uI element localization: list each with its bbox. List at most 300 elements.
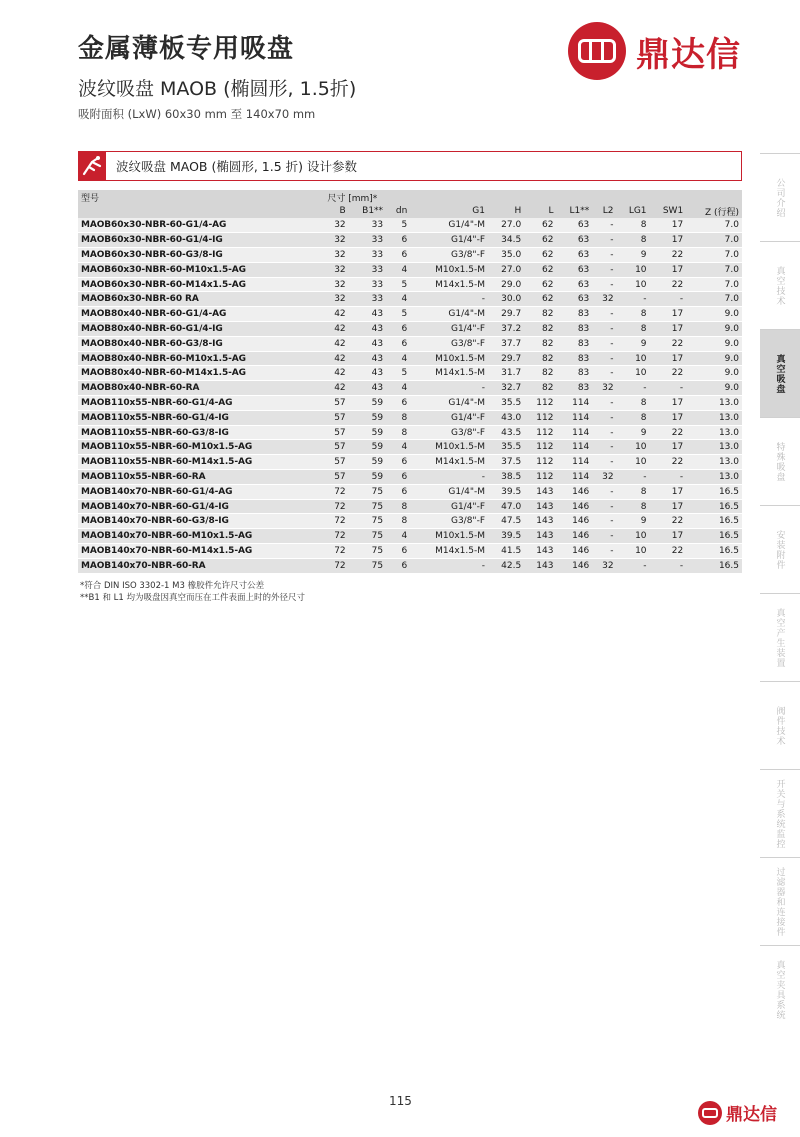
table-cell: 59 bbox=[349, 396, 386, 411]
table-cell: - bbox=[592, 484, 616, 499]
table-cell: 47.0 bbox=[488, 499, 524, 514]
table-cell: 75 bbox=[349, 544, 386, 559]
table-cell: 75 bbox=[349, 529, 386, 544]
footer-brand: 鼎达信 bbox=[726, 1105, 777, 1125]
table-cell: 32 bbox=[324, 262, 348, 277]
table-cell: 8 bbox=[617, 499, 650, 514]
table-cell: 143 bbox=[524, 514, 556, 529]
table-cell-model: MAOB60x30-NBR-60-G1/4-AG bbox=[78, 218, 324, 233]
table-cell: M10x1.5-M bbox=[410, 351, 488, 366]
table-cell: 82 bbox=[524, 322, 556, 337]
table-cell: 43 bbox=[349, 381, 386, 396]
table-column-headers bbox=[78, 204, 742, 218]
table-cell: 143 bbox=[524, 558, 556, 573]
table-cell: 114 bbox=[556, 455, 592, 470]
table-cell: 37.5 bbox=[488, 455, 524, 470]
table-cell: 42 bbox=[324, 307, 348, 322]
table-cell: 82 bbox=[524, 307, 556, 322]
table-header-unit: 尺寸 [mm]* bbox=[324, 190, 742, 204]
table-cell: - bbox=[617, 381, 650, 396]
table-cell: 35.5 bbox=[488, 396, 524, 411]
table-cell: 42.5 bbox=[488, 558, 524, 573]
table-header-col: SW1 bbox=[650, 204, 687, 218]
table-row bbox=[78, 470, 742, 485]
table-cell-model: MAOB140x70-NBR-60-RA bbox=[78, 558, 324, 573]
table-cell: M10x1.5-M bbox=[410, 440, 488, 455]
table-row bbox=[78, 440, 742, 455]
sidebar-tab[interactable] bbox=[760, 417, 800, 505]
section-header bbox=[78, 151, 742, 181]
table-cell: 7.0 bbox=[686, 233, 742, 248]
table-cell: 146 bbox=[556, 529, 592, 544]
table-cell: 4 bbox=[386, 529, 410, 544]
table-cell: 112 bbox=[524, 470, 556, 485]
table-body bbox=[78, 218, 742, 573]
table-cell: 83 bbox=[556, 307, 592, 322]
table-cell: 8 bbox=[386, 514, 410, 529]
sidebar-tab-label: 真空产生装置 bbox=[774, 607, 785, 668]
table-cell: 8 bbox=[617, 484, 650, 499]
table-row bbox=[78, 218, 742, 233]
table-cell: G1/4"-M bbox=[410, 484, 488, 499]
table-cell: - bbox=[650, 292, 687, 307]
table-cell: - bbox=[592, 529, 616, 544]
table-cell: 5 bbox=[386, 366, 410, 381]
table-cell-model: MAOB80x40-NBR-60-G1/4-AG bbox=[78, 307, 324, 322]
table-cell: - bbox=[592, 410, 616, 425]
table-cell: 29.7 bbox=[488, 307, 524, 322]
table-cell-model: MAOB60x30-NBR-60-G3/8-IG bbox=[78, 248, 324, 263]
table-cell-model: MAOB110x55-NBR-60-M14x1.5-AG bbox=[78, 455, 324, 470]
table-cell: 29.7 bbox=[488, 351, 524, 366]
table-cell: 6 bbox=[386, 455, 410, 470]
sidebar-nav bbox=[760, 153, 800, 1033]
table-row bbox=[78, 336, 742, 351]
table-cell: - bbox=[592, 499, 616, 514]
table-cell: 16.5 bbox=[686, 484, 742, 499]
table-cell: - bbox=[592, 218, 616, 233]
sidebar-tab-label: 开关与系统监控 bbox=[774, 778, 785, 849]
table-cell: 10 bbox=[617, 455, 650, 470]
sidebar-tab-label: 真空技术 bbox=[774, 265, 785, 306]
table-cell: 6 bbox=[386, 396, 410, 411]
table-cell: 59 bbox=[349, 470, 386, 485]
table-cell: 43.0 bbox=[488, 410, 524, 425]
table-cell: 31.7 bbox=[488, 366, 524, 381]
page-subtitle: 波纹吸盘 MAOB (椭圆形, 1.5折) bbox=[78, 78, 357, 100]
table-cell: 22 bbox=[650, 248, 687, 263]
table-cell: 57 bbox=[324, 440, 348, 455]
table-cell: - bbox=[410, 381, 488, 396]
table-cell-model: MAOB80x40-NBR-60-M14x1.5-AG bbox=[78, 366, 324, 381]
table-cell: G1/4"-F bbox=[410, 233, 488, 248]
table-cell: 143 bbox=[524, 544, 556, 559]
table-row bbox=[78, 499, 742, 514]
table-cell: 7.0 bbox=[686, 248, 742, 263]
sidebar-tab[interactable] bbox=[760, 945, 800, 1033]
table-cell: M10x1.5-M bbox=[410, 262, 488, 277]
table-cell-model: MAOB80x40-NBR-60-M10x1.5-AG bbox=[78, 351, 324, 366]
sidebar-tab-label: 特殊吸盘 bbox=[774, 441, 785, 482]
table-cell: 75 bbox=[349, 514, 386, 529]
table-cell: 59 bbox=[349, 425, 386, 440]
table-cell: 35.0 bbox=[488, 248, 524, 263]
table-cell: 83 bbox=[556, 336, 592, 351]
table-cell: - bbox=[617, 470, 650, 485]
table-cell: 57 bbox=[324, 410, 348, 425]
table-cell-model: MAOB140x70-NBR-60-G1/4-AG bbox=[78, 484, 324, 499]
table-cell: 146 bbox=[556, 499, 592, 514]
table-cell: 4 bbox=[386, 381, 410, 396]
table-cell: 43.5 bbox=[488, 425, 524, 440]
table-row bbox=[78, 558, 742, 573]
note-2: **B1 和 L1 均为吸盘因真空而压在工件表面上时的外径尺寸 bbox=[80, 593, 305, 603]
table-cell: 32 bbox=[324, 248, 348, 263]
table-cell: 57 bbox=[324, 470, 348, 485]
table-cell: - bbox=[617, 292, 650, 307]
table-cell: 8 bbox=[386, 425, 410, 440]
page-number: 115 bbox=[389, 1094, 412, 1108]
table-cell: 17 bbox=[650, 396, 687, 411]
table-cell: G1/4"-F bbox=[410, 322, 488, 337]
table-cell: 9.0 bbox=[686, 351, 742, 366]
table-cell-model: MAOB80x40-NBR-60-G3/8-IG bbox=[78, 336, 324, 351]
table-cell: - bbox=[592, 514, 616, 529]
table-cell: 29.0 bbox=[488, 277, 524, 292]
table-cell: 32 bbox=[324, 233, 348, 248]
sidebar-tab[interactable] bbox=[760, 329, 800, 417]
table-cell: 33 bbox=[349, 262, 386, 277]
table-cell: 9.0 bbox=[686, 322, 742, 337]
table-cell: 32 bbox=[324, 218, 348, 233]
table-cell: 32 bbox=[324, 277, 348, 292]
table-cell: - bbox=[592, 455, 616, 470]
table-cell: 9.0 bbox=[686, 336, 742, 351]
table-cell: - bbox=[592, 425, 616, 440]
table-notes bbox=[80, 580, 305, 604]
table-cell: 6 bbox=[386, 484, 410, 499]
table-cell: 9 bbox=[617, 514, 650, 529]
table-cell: 22 bbox=[650, 514, 687, 529]
table-cell: 75 bbox=[349, 484, 386, 499]
table-cell: 33 bbox=[349, 292, 386, 307]
table-cell: 114 bbox=[556, 425, 592, 440]
table-cell-model: MAOB110x55-NBR-60-G1/4-IG bbox=[78, 410, 324, 425]
table-cell: 62 bbox=[524, 233, 556, 248]
table-cell: 43 bbox=[349, 366, 386, 381]
table-cell: 33 bbox=[349, 233, 386, 248]
table-cell: 9.0 bbox=[686, 381, 742, 396]
sidebar-tab[interactable] bbox=[760, 505, 800, 593]
table-header-blank bbox=[78, 204, 324, 218]
table-cell: 82 bbox=[524, 381, 556, 396]
table-cell: 82 bbox=[524, 336, 556, 351]
table-row bbox=[78, 484, 742, 499]
table-cell: 7.0 bbox=[686, 218, 742, 233]
table-cell: M10x1.5-M bbox=[410, 529, 488, 544]
table-header-col: L2 bbox=[592, 204, 616, 218]
table-cell: 57 bbox=[324, 425, 348, 440]
table-cell: 59 bbox=[349, 440, 386, 455]
table-cell: 7.0 bbox=[686, 292, 742, 307]
table-cell: 63 bbox=[556, 292, 592, 307]
table-cell: 82 bbox=[524, 366, 556, 381]
table-row bbox=[78, 262, 742, 277]
table-cell: - bbox=[592, 307, 616, 322]
table-cell: 13.0 bbox=[686, 470, 742, 485]
table-cell: 39.5 bbox=[488, 484, 524, 499]
table-cell: 17 bbox=[650, 322, 687, 337]
table-cell: 17 bbox=[650, 262, 687, 277]
table-cell: 42 bbox=[324, 366, 348, 381]
table-cell: 30.0 bbox=[488, 292, 524, 307]
table-header-col: B1** bbox=[349, 204, 386, 218]
table-cell: - bbox=[617, 558, 650, 573]
table-cell: G3/8"-F bbox=[410, 336, 488, 351]
table-cell-model: MAOB60x30-NBR-60-G1/4-IG bbox=[78, 233, 324, 248]
table-cell: 62 bbox=[524, 292, 556, 307]
table-cell: 10 bbox=[617, 366, 650, 381]
table-cell: - bbox=[592, 277, 616, 292]
table-cell: 146 bbox=[556, 514, 592, 529]
table-cell: M14x1.5-M bbox=[410, 455, 488, 470]
table-cell: 62 bbox=[524, 262, 556, 277]
table-cell: 5 bbox=[386, 277, 410, 292]
table-row bbox=[78, 233, 742, 248]
page-title: 金属薄板专用吸盘 bbox=[78, 34, 295, 64]
table-cell: 75 bbox=[349, 499, 386, 514]
table-cell: 75 bbox=[349, 558, 386, 573]
table-row bbox=[78, 410, 742, 425]
table-cell: 114 bbox=[556, 440, 592, 455]
table-cell: 7.0 bbox=[686, 277, 742, 292]
table-cell: 57 bbox=[324, 455, 348, 470]
table-cell: 146 bbox=[556, 544, 592, 559]
table-cell: 9.0 bbox=[686, 307, 742, 322]
table-cell: M14x1.5-M bbox=[410, 544, 488, 559]
table-cell: 112 bbox=[524, 425, 556, 440]
table-cell: 112 bbox=[524, 410, 556, 425]
table-cell: 4 bbox=[386, 440, 410, 455]
table-cell: 83 bbox=[556, 381, 592, 396]
sidebar-tab-label: 真空吸盘 bbox=[774, 353, 785, 394]
table-cell: 63 bbox=[556, 262, 592, 277]
section-title: 波纹吸盘 MAOB (椭圆形, 1.5 折) 设计参数 bbox=[116, 159, 358, 174]
table-cell: 13.0 bbox=[686, 425, 742, 440]
table-cell: 83 bbox=[556, 351, 592, 366]
table-cell: 43 bbox=[349, 351, 386, 366]
table-cell: 6 bbox=[386, 233, 410, 248]
table-cell: 34.5 bbox=[488, 233, 524, 248]
table-cell: 33 bbox=[349, 248, 386, 263]
table-cell: 112 bbox=[524, 396, 556, 411]
table-cell: - bbox=[592, 396, 616, 411]
table-cell: 38.5 bbox=[488, 470, 524, 485]
table-header-col: LG1 bbox=[617, 204, 650, 218]
table-cell: G3/8"-F bbox=[410, 514, 488, 529]
table-cell: - bbox=[592, 233, 616, 248]
table-cell: 35.5 bbox=[488, 440, 524, 455]
table-cell: 22 bbox=[650, 336, 687, 351]
table-cell: - bbox=[650, 558, 687, 573]
table-cell: 42 bbox=[324, 381, 348, 396]
sidebar-tab[interactable] bbox=[760, 681, 800, 769]
table-cell: 43 bbox=[349, 322, 386, 337]
table-cell: 17 bbox=[650, 499, 687, 514]
table-cell: 39.5 bbox=[488, 529, 524, 544]
table-cell: 22 bbox=[650, 366, 687, 381]
table-cell: 10 bbox=[617, 277, 650, 292]
table-row bbox=[78, 529, 742, 544]
table-cell: 17 bbox=[650, 529, 687, 544]
brand-name: 鼎达信 bbox=[636, 34, 741, 75]
table-cell: 114 bbox=[556, 410, 592, 425]
table-cell: 16.5 bbox=[686, 544, 742, 559]
sidebar-tab[interactable] bbox=[760, 593, 800, 681]
table-header-model: 型号 bbox=[78, 190, 324, 204]
table-cell: 114 bbox=[556, 396, 592, 411]
table-cell-model: MAOB80x40-NBR-60-RA bbox=[78, 381, 324, 396]
table-cell: 6 bbox=[386, 336, 410, 351]
table-row bbox=[78, 322, 742, 337]
table-cell-model: MAOB60x30-NBR-60-M14x1.5-AG bbox=[78, 277, 324, 292]
sidebar-tab-label: 阀件技术 bbox=[774, 705, 785, 746]
table-cell: 4 bbox=[386, 292, 410, 307]
table-row bbox=[78, 351, 742, 366]
table-cell: 9.0 bbox=[686, 366, 742, 381]
table-cell: 32 bbox=[592, 558, 616, 573]
table-header-col: Z (行程) bbox=[686, 204, 742, 218]
table-cell: 63 bbox=[556, 248, 592, 263]
table-cell: G3/8"-F bbox=[410, 425, 488, 440]
table-cell: 42 bbox=[324, 351, 348, 366]
table-row bbox=[78, 425, 742, 440]
table-cell-model: MAOB140x70-NBR-60-M14x1.5-AG bbox=[78, 544, 324, 559]
table-cell: 17 bbox=[650, 440, 687, 455]
table-cell: 6 bbox=[386, 322, 410, 337]
table-cell: 143 bbox=[524, 484, 556, 499]
table-row bbox=[78, 455, 742, 470]
table-cell: G1/4"-F bbox=[410, 499, 488, 514]
table-cell: - bbox=[592, 248, 616, 263]
table-cell: 6 bbox=[386, 248, 410, 263]
table-cell: 63 bbox=[556, 218, 592, 233]
table-cell: 13.0 bbox=[686, 455, 742, 470]
sidebar-tab[interactable] bbox=[760, 769, 800, 857]
table-cell: 63 bbox=[556, 233, 592, 248]
table-cell: 17 bbox=[650, 233, 687, 248]
table-cell: M14x1.5-M bbox=[410, 277, 488, 292]
table-cell: 62 bbox=[524, 248, 556, 263]
brand-mark-icon bbox=[568, 22, 626, 80]
table-cell: - bbox=[650, 470, 687, 485]
table-cell: 6 bbox=[386, 544, 410, 559]
table-header-col: dn bbox=[386, 204, 410, 218]
sidebar-tab[interactable] bbox=[760, 857, 800, 945]
table-cell: - bbox=[592, 440, 616, 455]
brand-mark-icon bbox=[698, 1101, 722, 1125]
footer-logo bbox=[698, 1100, 777, 1125]
table-cell: 22 bbox=[650, 277, 687, 292]
table-cell: 37.7 bbox=[488, 336, 524, 351]
table-cell: 42 bbox=[324, 336, 348, 351]
table-cell: 32 bbox=[592, 381, 616, 396]
table-row bbox=[78, 248, 742, 263]
table-cell: - bbox=[592, 336, 616, 351]
table-cell: 32.7 bbox=[488, 381, 524, 396]
table-cell: 32 bbox=[324, 292, 348, 307]
table-cell: 57 bbox=[324, 396, 348, 411]
table-cell: - bbox=[592, 351, 616, 366]
spec-table bbox=[78, 190, 742, 574]
sidebar-tab[interactable] bbox=[760, 241, 800, 329]
table-cell: 8 bbox=[617, 322, 650, 337]
table-cell: - bbox=[592, 262, 616, 277]
table-cell: 33 bbox=[349, 218, 386, 233]
table-header-col: G1 bbox=[410, 204, 488, 218]
table-cell: 63 bbox=[556, 277, 592, 292]
table-cell: 143 bbox=[524, 499, 556, 514]
table-cell: 72 bbox=[324, 484, 348, 499]
table-cell: M14x1.5-M bbox=[410, 366, 488, 381]
table-cell: 13.0 bbox=[686, 410, 742, 425]
table-cell: 16.5 bbox=[686, 558, 742, 573]
table-cell: 5 bbox=[386, 307, 410, 322]
table-cell: 8 bbox=[617, 396, 650, 411]
table-cell: 17 bbox=[650, 218, 687, 233]
table-cell: 8 bbox=[617, 233, 650, 248]
table-cell: 114 bbox=[556, 470, 592, 485]
table-cell: 13.0 bbox=[686, 440, 742, 455]
table-row bbox=[78, 396, 742, 411]
table-header-col: L1** bbox=[556, 204, 592, 218]
table-cell: 4 bbox=[386, 351, 410, 366]
table-cell: 10 bbox=[617, 440, 650, 455]
table-cell: 6 bbox=[386, 558, 410, 573]
table-row bbox=[78, 381, 742, 396]
table-row bbox=[78, 514, 742, 529]
table-cell: 43 bbox=[349, 336, 386, 351]
table-cell: 146 bbox=[556, 558, 592, 573]
table-header-col: H bbox=[488, 204, 524, 218]
page-description: 吸附面积 (LxW) 60x30 mm 至 140x70 mm bbox=[78, 107, 316, 121]
table-cell: 22 bbox=[650, 544, 687, 559]
table-cell: 112 bbox=[524, 440, 556, 455]
table-cell: 72 bbox=[324, 499, 348, 514]
table-cell: 8 bbox=[386, 499, 410, 514]
table-cell-model: MAOB60x30-NBR-60-M10x1.5-AG bbox=[78, 262, 324, 277]
table-cell: 16.5 bbox=[686, 529, 742, 544]
table-row bbox=[78, 544, 742, 559]
table-cell: 72 bbox=[324, 529, 348, 544]
table-cell: G1/4"-M bbox=[410, 396, 488, 411]
table-cell: 146 bbox=[556, 484, 592, 499]
gripper-icon bbox=[78, 151, 106, 181]
table-cell: 10 bbox=[617, 544, 650, 559]
sidebar-tab-label: 公司介绍 bbox=[774, 177, 785, 218]
table-cell: 32 bbox=[592, 292, 616, 307]
table-cell: 17 bbox=[650, 351, 687, 366]
table-row bbox=[78, 292, 742, 307]
sidebar-tab[interactable] bbox=[760, 153, 800, 241]
table-cell: G3/8"-F bbox=[410, 248, 488, 263]
table-cell: 33 bbox=[349, 277, 386, 292]
table-cell: 7.0 bbox=[686, 262, 742, 277]
table-cell-model: MAOB140x70-NBR-60-G3/8-IG bbox=[78, 514, 324, 529]
table-cell: - bbox=[592, 322, 616, 337]
table-cell-model: MAOB110x55-NBR-60-RA bbox=[78, 470, 324, 485]
table-cell: 9 bbox=[617, 248, 650, 263]
